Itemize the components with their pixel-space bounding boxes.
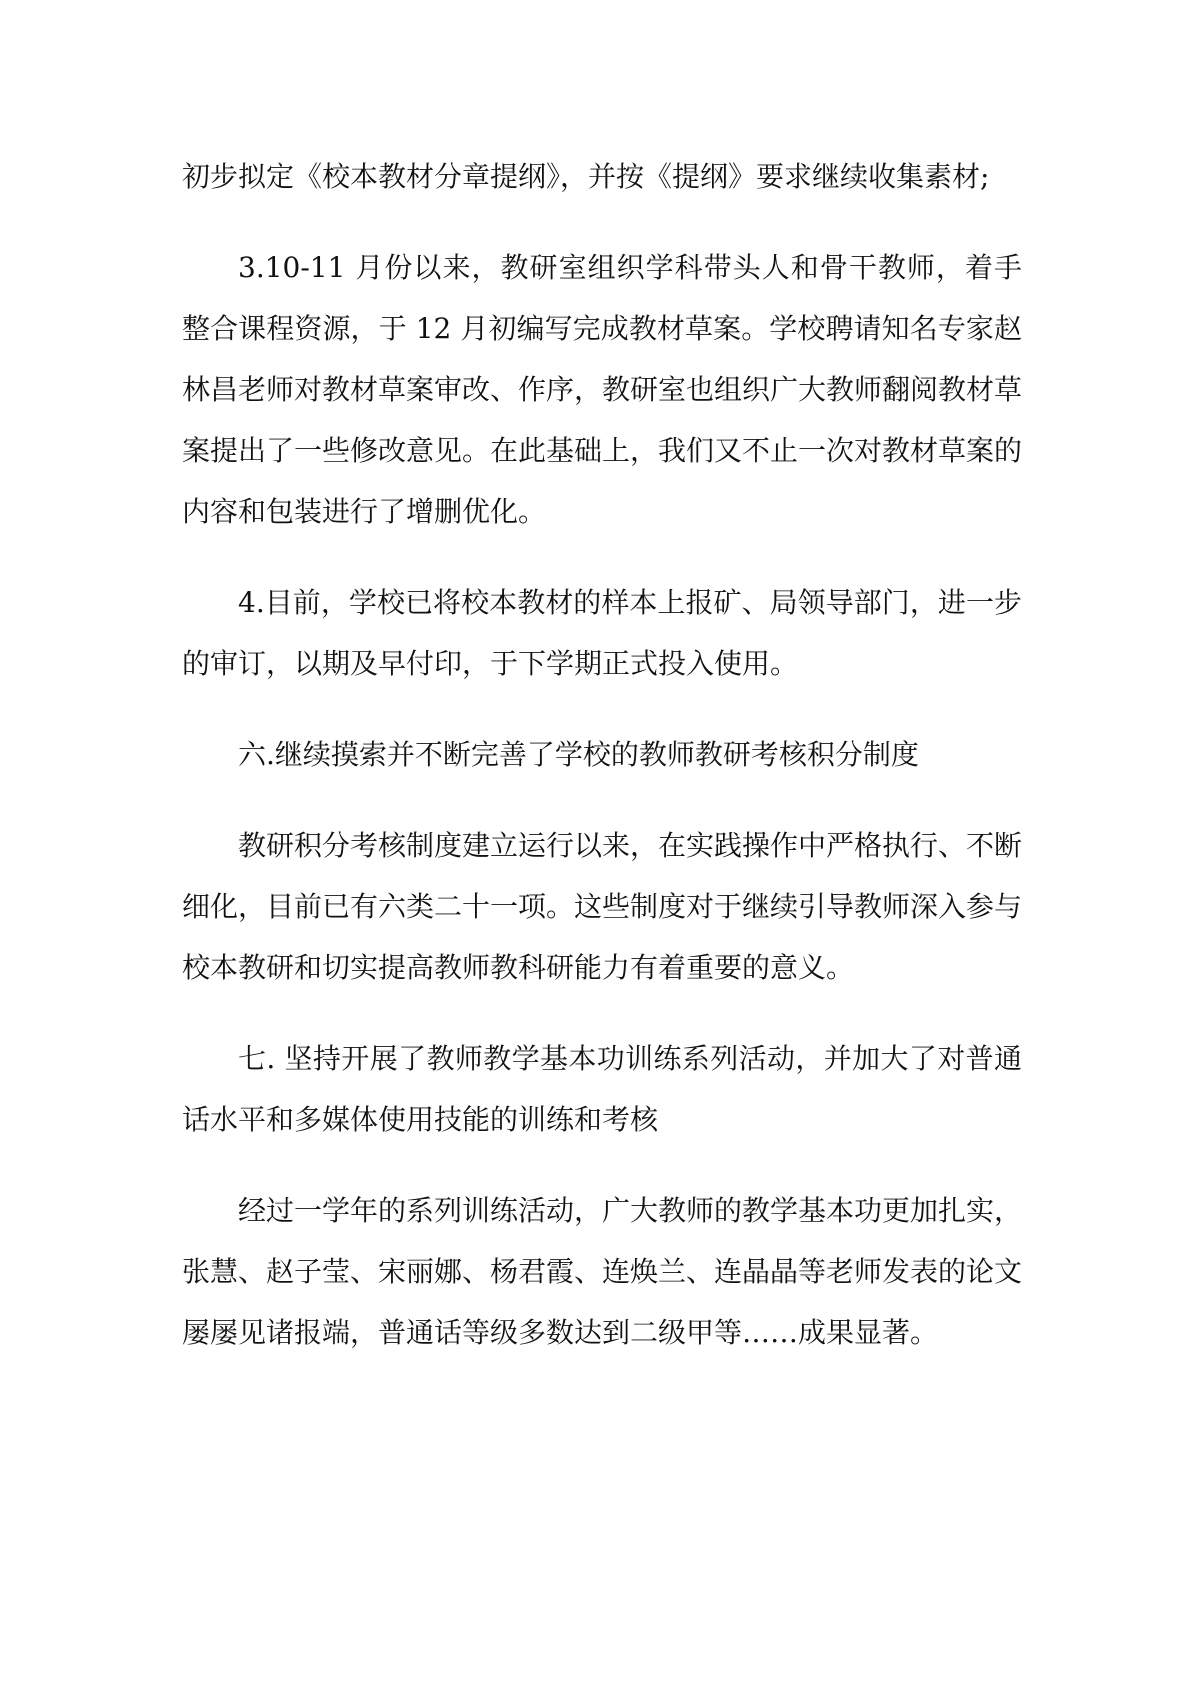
- paragraph-section-7-body: 经过一学年的系列训练活动，广大教师的教学基本功更加扎实，张慧、赵子莹、宋丽娜、杨君霞、连焕兰、连晶晶等老师发表的论文屡屡见诸报端，普通话等级多数达到二级甲等……成果显著。: [182, 1194, 1023, 1349]
- paragraph-continuation: 初步拟定《校本教材分章提纲》，并按《提纲》要求继续收集素材;: [182, 160, 990, 193]
- section-heading-6: 六.继续摸索并不断完善了学校的教师教研考核积分制度: [238, 738, 919, 771]
- section-heading-7: 七. 坚持开展了教师教学基本功训练系列活动，并加大了对普通话水平和多媒体使用技能的训练和考核: [182, 1042, 1022, 1136]
- paragraph-item-3: 3.10-11 月份以来，教研室组织学科带头人和骨干教师，着手整合课程资源，于 12 月初编写完成教材草案。学校聘请知名专家赵林昌老师对教材草案审改、作序，教研室也组织广大教师翻阅教材草案提出了一些修改意见。在此基础上，我们又不止一次对教材草案的内容和包装进行了增删优化。: [182, 251, 1023, 528]
- paragraph-item-4: 4.目前，学校已将校本教材的样本上报矿、局领导部门，进一步的审订，以期及早付印，于下学期正式投入使用。: [182, 586, 1022, 680]
- paragraph-section-6-body: 教研积分考核制度建立运行以来，在实践操作中严格执行、不断细化，目前已有六类二十一项。这些制度对于继续引导教师深入参与校本教研和切实提高教师教科研能力有着重要的意义。: [182, 829, 1023, 984]
- document-body: [182, 146, 1022, 1393]
